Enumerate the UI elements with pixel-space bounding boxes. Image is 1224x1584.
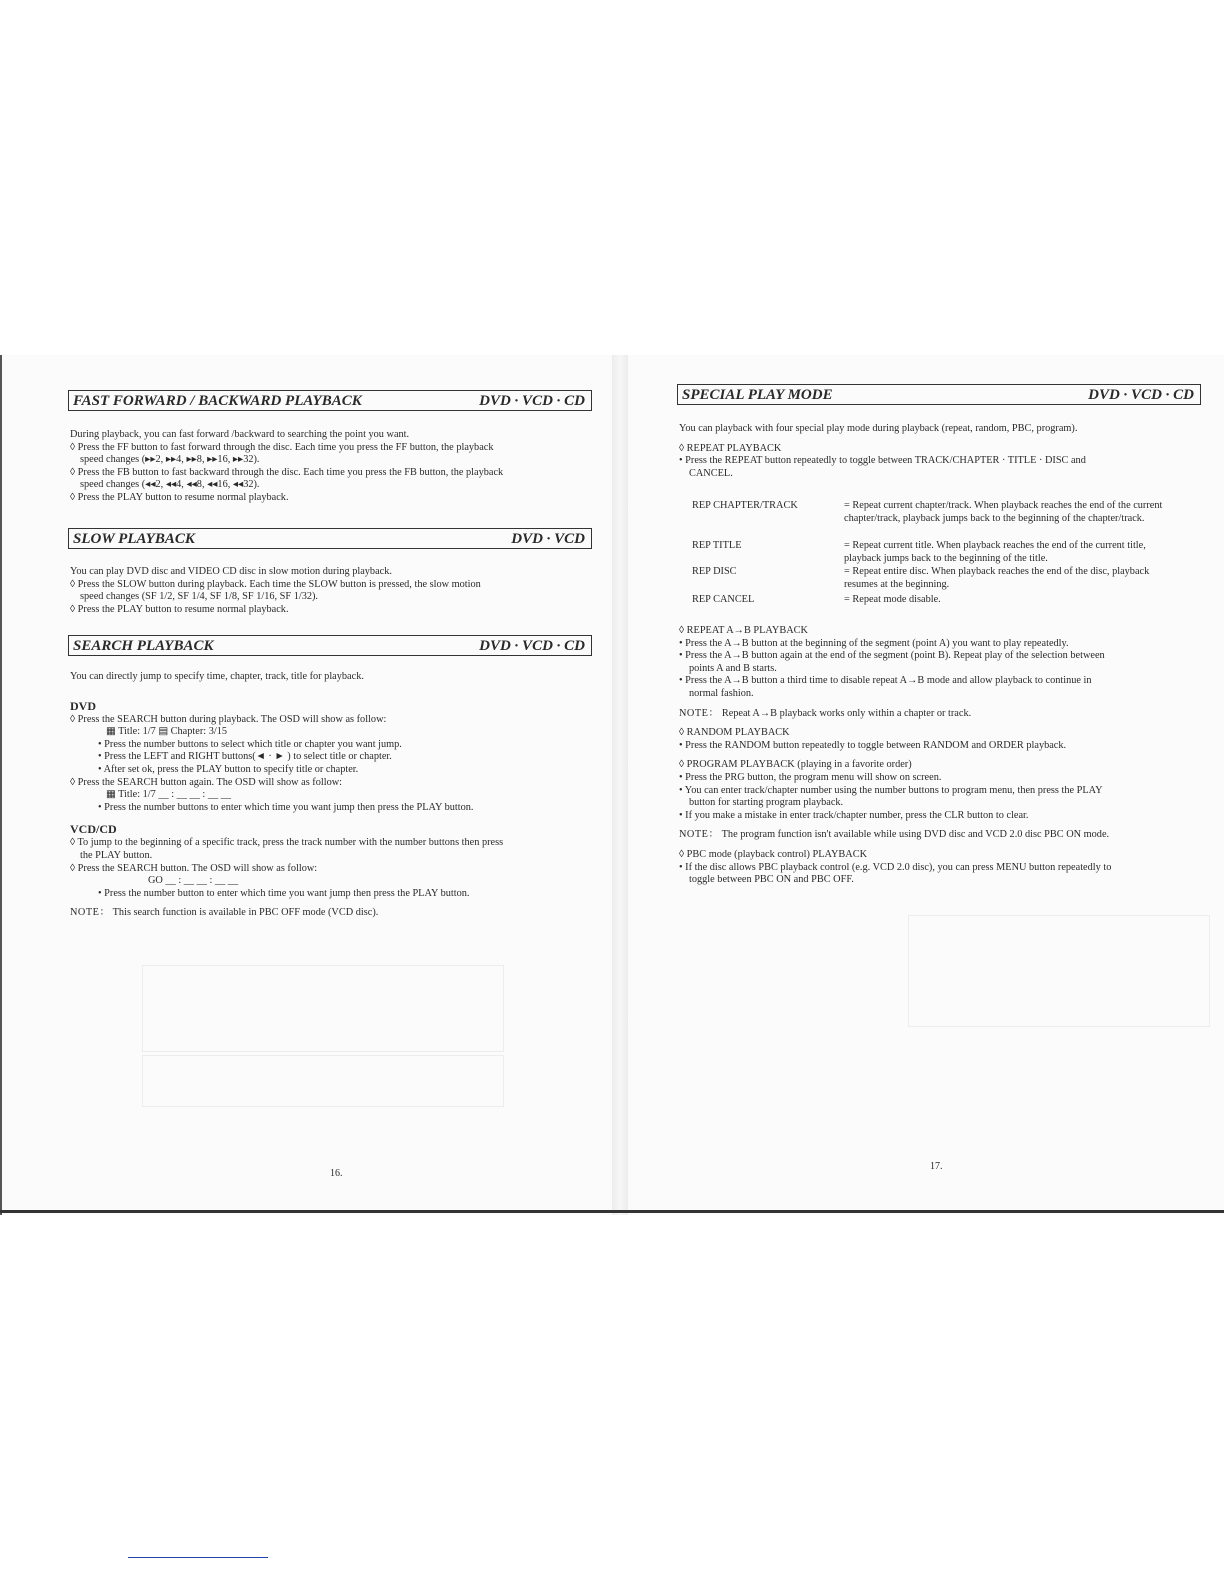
bullet: • Press the A→B button at the beginning of the segment (point A) you want to play repeatedly. [679, 637, 1069, 649]
note-text: Repeat A→B playback works only within a chapter or track. [721, 707, 972, 719]
search-playback-header [68, 635, 592, 656]
right-page [628, 355, 1224, 1215]
slow-playback-header [68, 528, 592, 549]
repeat-heading: ◊ REPEAT PLAYBACK [679, 442, 782, 454]
bullet: • Press the RANDOM button repeatedly to toggle between RANDOM and ORDER playback. [679, 739, 1067, 751]
special-play-mode-header [677, 384, 1201, 405]
bleed-through-figure [908, 915, 1210, 1027]
manual-spread [0, 355, 1224, 1215]
instruction-cont: speed changes (▸▸2, ▸▸4, ▸▸8, ▸▸16, ▸▸32). [80, 454, 260, 466]
page-gutter [612, 355, 628, 1215]
section-title: SEARCH PLAYBACK [73, 638, 214, 654]
note-text: The program function isn't available while using DVD disc and VCD 2.0 disc PBC ON mode. [721, 829, 1110, 841]
repeat-mode-name: REP CANCEL [692, 594, 755, 605]
paragraph: During playback, you can fast forward /backward to searching the point you want. [70, 429, 410, 440]
fast-playback-body [70, 429, 600, 505]
instruction: ◊ Press the SEARCH button again. The OSD will show as follow: [70, 776, 343, 788]
repeat-mode-table [692, 500, 1192, 615]
osd-display: GO __ : __ __ : __ __ [148, 875, 239, 887]
note-label: NOTE： [679, 829, 720, 841]
dvd-subheading: DVD [70, 698, 96, 713]
page-number: 16. [330, 1168, 343, 1179]
instruction-cont: speed changes (◂◂2, ◂◂4, ◂◂8, ◂◂16, ◂◂32). [80, 479, 260, 491]
instruction: ◊ To jump to the beginning of a specific track, press the track number with the number buttons then press [70, 837, 504, 849]
repeat-mode-name: REP TITLE [692, 540, 742, 551]
instruction: ◊ Press the FF button to fast forward through the disc. Each time you press the FF button, the playback [70, 441, 494, 453]
repeat-mode-description: = Repeat current title. When playback reaches the end of the current title, playback jumps back to the beginning of the title. [844, 540, 1146, 564]
disc-type-tag: DVD · VCD · CD [479, 638, 585, 654]
instruction: ◊ Press the SLOW button during playback. Each time the SLOW button is pressed, the slow motion [70, 578, 481, 590]
bullet: • Press the A→B button again at the end of the segment (point B). Repeat play of the selection between [679, 650, 1105, 662]
bullet: • Press the number buttons to enter which time you want jump then press the PLAY button. [98, 801, 474, 813]
bullet-cont: CANCEL. [689, 467, 733, 479]
bullet: • If you make a mistake in enter track/chapter number, press the CLR button to clear. [679, 809, 1029, 821]
disc-type-tag: DVD · VCD · CD [479, 393, 585, 409]
instruction: ◊ Press the PLAY button to resume normal playback. [70, 491, 289, 503]
random-heading: ◊ RANDOM PLAYBACK [679, 727, 790, 739]
instruction-cont: speed changes (SF 1/2, SF 1/4, SF 1/8, SF 1/16, SF 1/32). [80, 591, 319, 603]
instruction: ◊ Press the SEARCH button during playback. The OSD will show as follow: [70, 713, 387, 725]
note [679, 708, 1219, 721]
paragraph: You can directly jump to specify time, chapter, track, title for playback. [70, 671, 364, 682]
fast-playback-header [68, 390, 592, 411]
bleed-through-figure [142, 965, 504, 1052]
program-heading: ◊ PROGRAM PLAYBACK (playing in a favorite order) [679, 759, 912, 771]
section-title: FAST FORWARD / BACKWARD PLAYBACK [73, 393, 362, 409]
bullet: • You can enter track/chapter number using the number buttons to program menu, then press the PLAY [679, 784, 1103, 796]
bullet: • After set ok, press the PLAY button to specify title or chapter. [98, 763, 359, 775]
bullet-cont: toggle between PBC ON and PBC OFF. [689, 874, 854, 886]
page-number: 17. [930, 1161, 943, 1172]
disc-type-tag: DVD · VCD [511, 531, 585, 547]
ab-heading: ◊ REPEAT A→B PLAYBACK [679, 625, 808, 636]
bullet: • Press the REPEAT button repeatedly to toggle between TRACK/CHAPTER · TITLE · DISC and [679, 455, 1086, 467]
note-label: NOTE： [70, 907, 111, 919]
disc-type-tag: DVD · VCD · CD [1088, 387, 1194, 403]
instruction: ◊ Press the FB button to fast backward through the disc. Each time you press the FB button, the playback [70, 466, 504, 478]
bullet-cont: normal fashion. [689, 687, 754, 699]
osd-display: ▦ Title: 1/7 __ : __ __ : __ __ [106, 789, 232, 801]
left-page [0, 355, 614, 1215]
special-play-mode-body [679, 625, 1219, 887]
bullet-cont: points A and B starts. [689, 662, 777, 674]
repeat-mode-name: REP CHAPTER/TRACK [692, 500, 798, 511]
repeat-mode-name: REP DISC [692, 566, 737, 577]
pbc-heading: ◊ PBC mode (playback control) PLAYBACK [679, 848, 868, 860]
bullet: • If the disc allows PBC playback control (e.g. VCD 2.0 disc), you can press MENU button repeatedly to [679, 861, 1112, 873]
bullet: • Press the A→B button a third time to disable repeat A→B mode and allow playback to continue in [679, 675, 1092, 687]
note-label: NOTE： [679, 707, 720, 719]
slow-playback-body [70, 566, 600, 616]
paragraph: You can playback with four special play mode during playback (repeat, random, PBC, program). [679, 423, 1078, 434]
note [679, 829, 1219, 842]
spread-bottom-edge [0, 1210, 1224, 1213]
bleed-through-figure [142, 1055, 504, 1107]
vcd-cd-subheading: VCD/CD [70, 822, 117, 837]
instruction: ◊ Press the SEARCH button. The OSD will show as follow: [70, 862, 318, 874]
osd-display: ▦ Title: 1/7 ▤ Chapter: 3/15 [106, 726, 228, 738]
paragraph: You can play DVD disc and VIDEO CD disc in slow motion during playback. [70, 566, 392, 577]
bullet: • Press the number button to enter which time you want jump then press the PLAY button. [98, 887, 470, 899]
underline-mark [128, 1557, 268, 1558]
instruction-cont: the PLAY button. [80, 849, 153, 861]
repeat-mode-description: = Repeat mode disable. [844, 594, 941, 605]
bullet-cont: button for starting program playback. [689, 797, 844, 809]
special-play-mode-intro [679, 423, 1219, 480]
search-playback-body [70, 671, 600, 920]
bullet: • Press the number buttons to select which title or chapter you want jump. [98, 738, 402, 750]
note [70, 907, 600, 920]
note-text: This search function is available in PBC OFF mode (VCD disc). [112, 907, 379, 919]
repeat-mode-description: = Repeat current chapter/track. When playback reaches the end of the current chapter/track, playback jumps back to the beginning of the chapter/track. [844, 500, 1163, 524]
section-title: SPECIAL PLAY MODE [682, 387, 833, 403]
bullet: • Press the PRG button, the program menu will show on screen. [679, 771, 942, 783]
section-title: SLOW PLAYBACK [73, 531, 195, 547]
bullet: • Press the LEFT and RIGHT buttons(◄ · ► ) to select title or chapter. [98, 751, 392, 763]
repeat-mode-description: = Repeat entire disc. When playback reaches the end of the disc, playback resumes at the beginning. [844, 566, 1150, 590]
instruction: ◊ Press the PLAY button to resume normal playback. [70, 603, 289, 615]
